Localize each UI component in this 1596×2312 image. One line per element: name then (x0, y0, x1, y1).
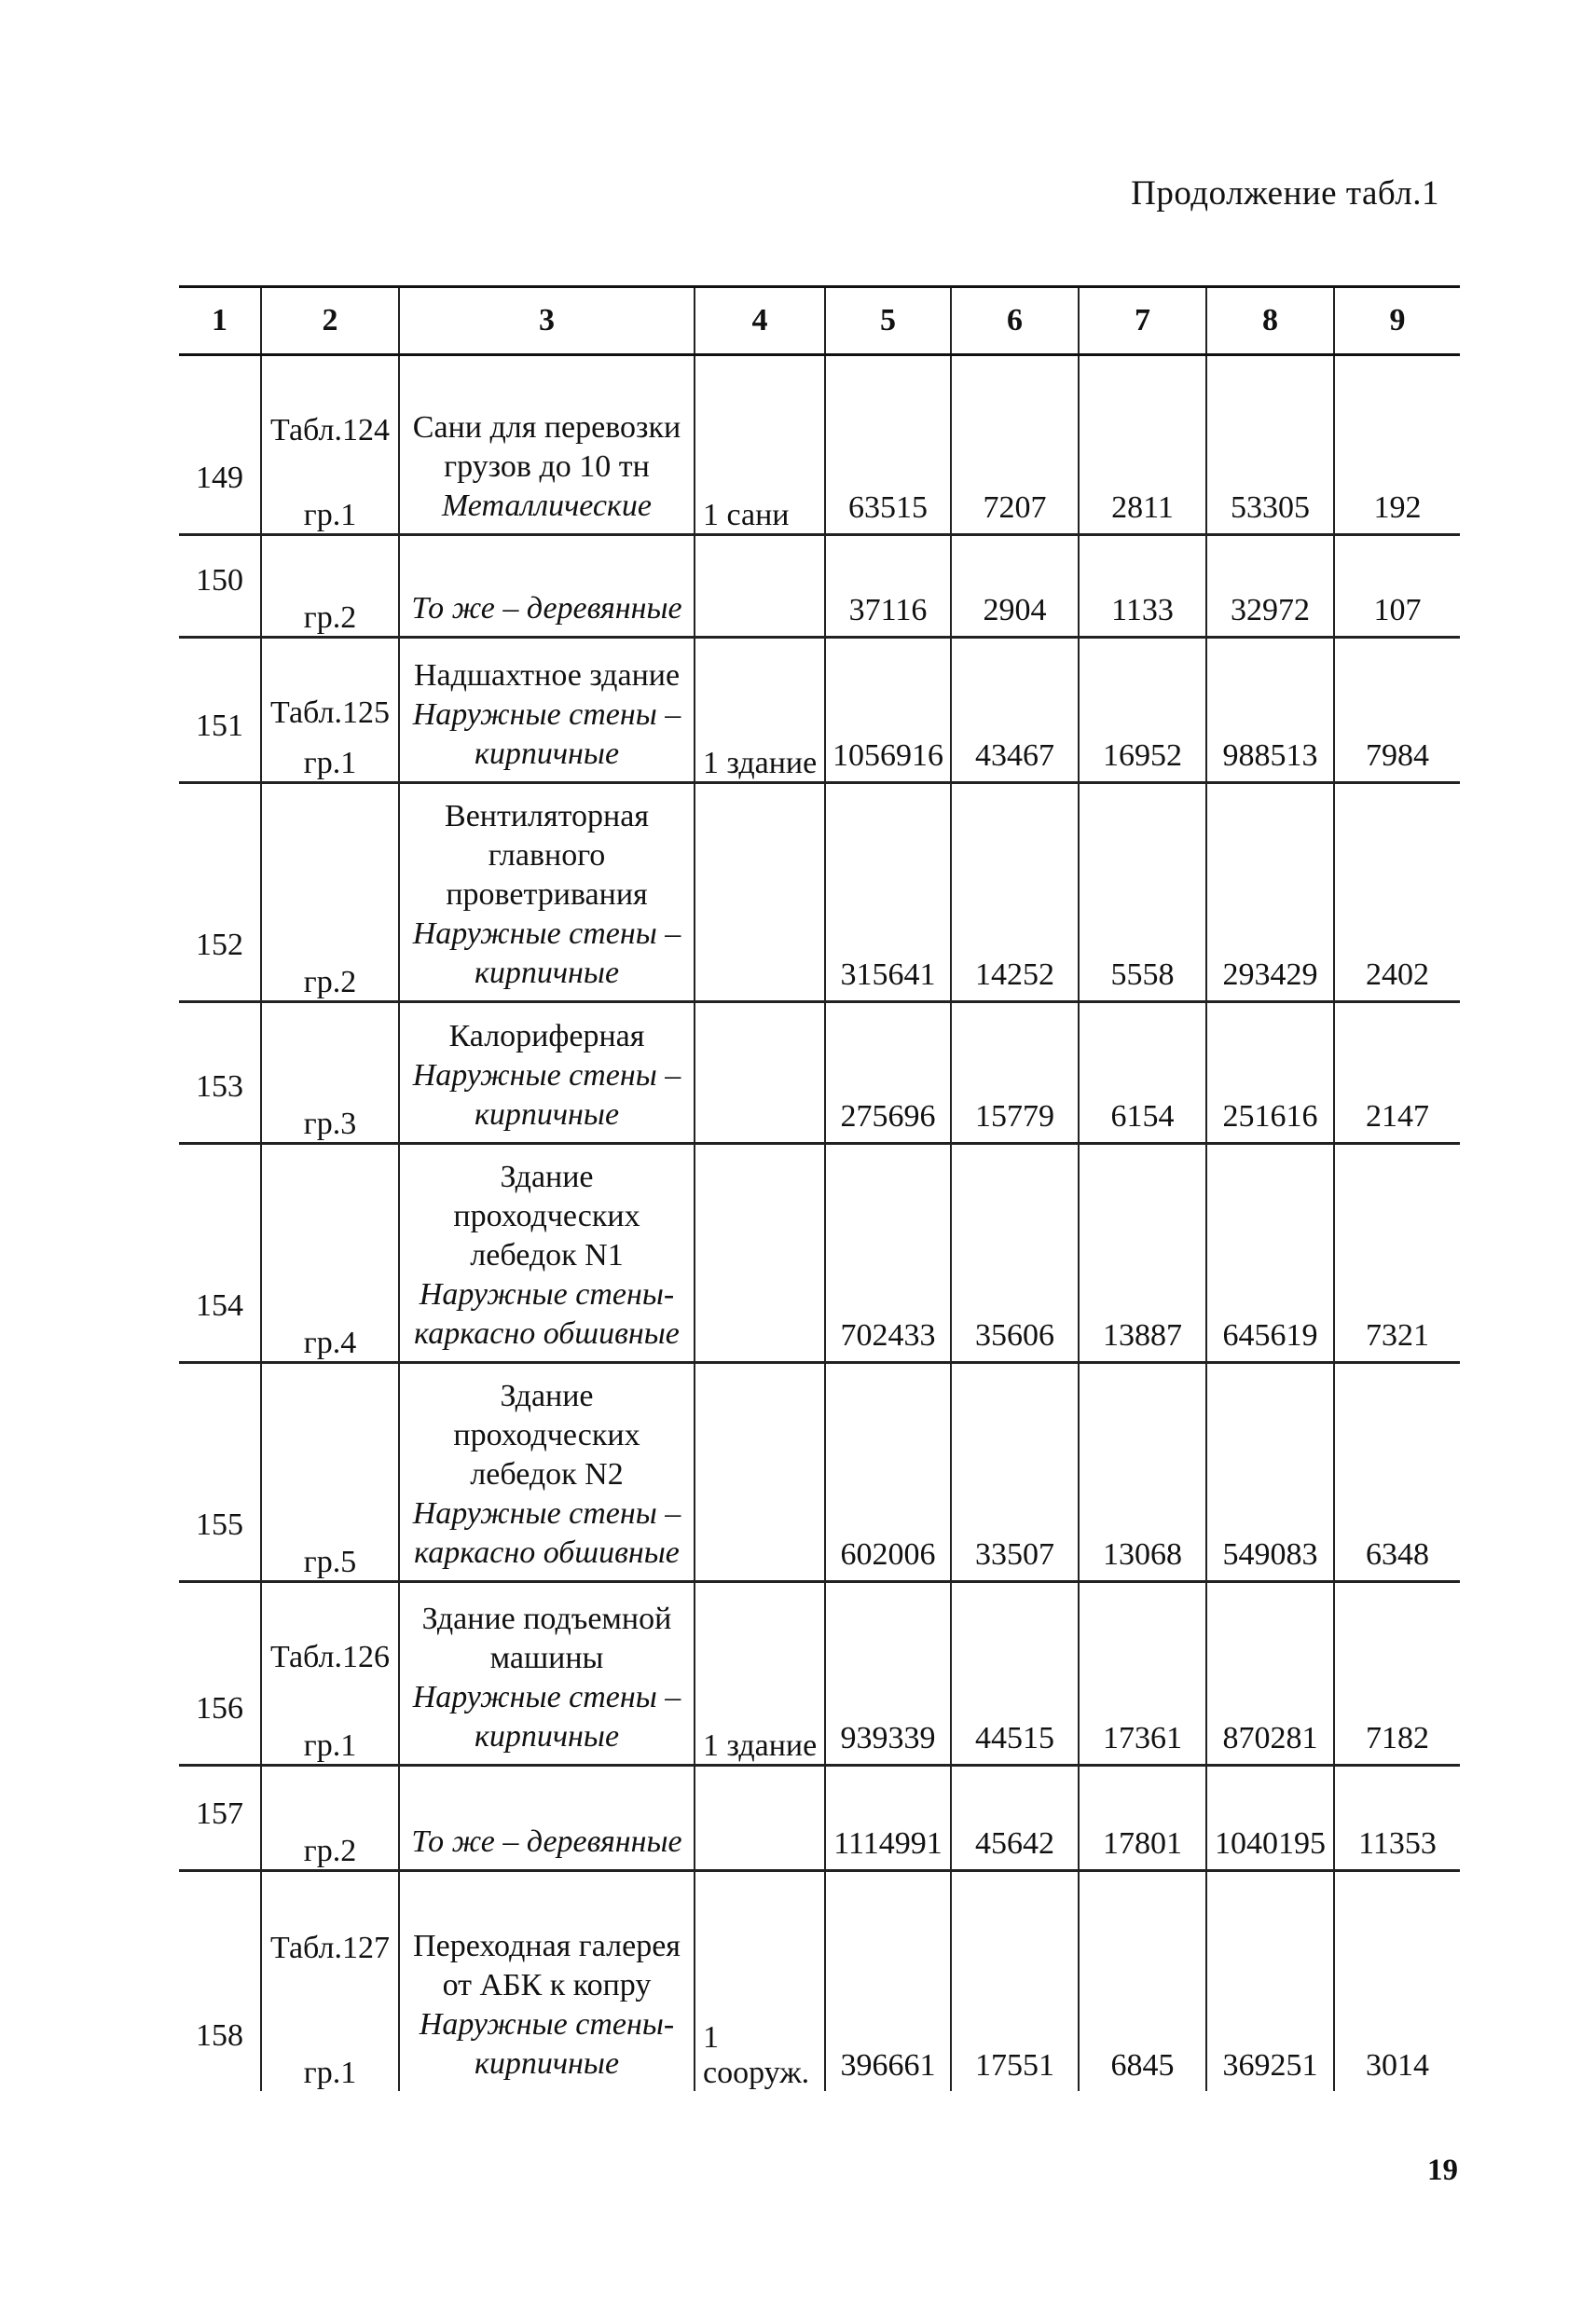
table-row (179, 638, 1460, 783)
value-c7: 17361 (1103, 1721, 1182, 1755)
value-c9: 107 (1373, 593, 1422, 627)
item-title: Здание подъемной машины (421, 1602, 672, 1675)
item-title: Здание проходческих лебедок N1 (453, 1160, 640, 1273)
item-subtitle: Наружные стены – кирпичные (412, 916, 681, 990)
value-cell (1079, 1766, 1206, 1871)
name-cell (399, 535, 695, 638)
group-label: гр.2 (303, 1834, 357, 1868)
table-reference (262, 550, 398, 600)
table-row (179, 783, 1460, 1002)
unit-cell (695, 783, 825, 1002)
value-c9: 6348 (1366, 1537, 1429, 1572)
group-label: гр.2 (303, 965, 357, 999)
value-c7: 16952 (1103, 738, 1182, 773)
table-reference (262, 1783, 398, 1834)
value-c8: 988513 (1222, 738, 1318, 773)
table-row (179, 1002, 1460, 1144)
value-c7: 2811 (1111, 490, 1174, 525)
item-title: Вентиляторная главного проветривания (445, 799, 649, 912)
name-cell (399, 1582, 695, 1766)
unit-cell (695, 535, 825, 638)
value-cell (825, 638, 951, 783)
value-cell (1206, 638, 1334, 783)
group-label: гр.1 (303, 498, 357, 532)
value-cell (825, 535, 951, 638)
item-subtitle: Наружные стены- кирпичные (419, 2006, 675, 2081)
group-label: гр.4 (303, 1326, 357, 1360)
value-c9: 11353 (1358, 1826, 1437, 1861)
value-c7: 13068 (1103, 1537, 1182, 1572)
item-title: Здание проходческих лебедок N2 (453, 1379, 640, 1492)
value-c9: 192 (1373, 490, 1422, 525)
value-cell (1206, 783, 1334, 1002)
unit-cell (695, 1582, 825, 1766)
unit-cell (695, 355, 825, 535)
value-cell (1079, 355, 1206, 535)
unit-label: 1 здание (703, 1728, 818, 1763)
value-c7: 1133 (1111, 593, 1174, 627)
value-c6: 33507 (975, 1537, 1054, 1572)
row-number-cell (179, 355, 261, 535)
reference-cell (261, 1871, 399, 2091)
value-c7: 17801 (1103, 1826, 1182, 1861)
value-c5: 1114991 (833, 1826, 942, 1861)
header-row (179, 287, 1460, 355)
row-number: 151 (196, 709, 243, 743)
value-c9: 3014 (1366, 2047, 1429, 2083)
row-number-cell (179, 1363, 261, 1582)
spacer (262, 448, 398, 498)
row-number-cell (179, 1002, 261, 1144)
value-cell (1206, 1363, 1334, 1582)
page-number: 19 (1427, 2154, 1458, 2187)
spacer (262, 1493, 398, 1545)
group-label: гр.1 (303, 746, 357, 780)
item-subtitle: Наружные стены- каркасно обшивные (414, 1277, 680, 1351)
column-header: 6 (951, 287, 1079, 355)
value-c9: 2147 (1366, 1099, 1429, 1134)
item-subtitle: То же – деревянные (411, 591, 682, 626)
table-reference: Табл.126 (270, 1640, 390, 1674)
reference-cell (261, 1363, 399, 1582)
table-reference: Табл.127 (270, 1930, 390, 1965)
column-header: 9 (1334, 287, 1460, 355)
item-subtitle: Металлические (441, 489, 653, 523)
value-c6: 43467 (975, 738, 1054, 773)
value-cell (951, 638, 1079, 783)
value-c6: 45642 (975, 1826, 1054, 1861)
spacer (262, 1274, 398, 1326)
item-title: Калориферная (448, 1019, 645, 1053)
item-subtitle: Наружные стены – кирпичные (412, 697, 681, 771)
row-number: 149 (196, 461, 243, 495)
value-c9: 7321 (1366, 1318, 1429, 1353)
row-number-cell (179, 1582, 261, 1766)
row-number: 154 (196, 1288, 243, 1323)
table-row (179, 1363, 1460, 1582)
value-c5: 602006 (840, 1537, 936, 1572)
value-c6: 15779 (975, 1099, 1054, 1134)
name-cell (399, 1363, 695, 1582)
table-reference (262, 829, 398, 879)
value-c5: 315641 (840, 957, 936, 992)
row-number: 156 (196, 1691, 243, 1726)
row-number: 158 (196, 2017, 243, 2053)
value-c5: 275696 (840, 1099, 936, 1134)
reference-cell (261, 1582, 399, 1766)
table-row (179, 1871, 1460, 2091)
row-number-cell (179, 1766, 261, 1871)
value-c6: 17551 (975, 2047, 1054, 2083)
unit-cell (695, 1871, 825, 2091)
value-c7: 5558 (1110, 957, 1175, 992)
item-subtitle: Наружные стены – кирпичные (412, 1680, 681, 1754)
value-c8: 251616 (1222, 1099, 1318, 1134)
row-number-cell (179, 1871, 261, 2091)
row-number-cell (179, 638, 261, 783)
group-label: гр.2 (303, 600, 357, 635)
value-cell (1334, 783, 1460, 1002)
value-c5: 396661 (840, 2047, 936, 2083)
value-cell (825, 1144, 951, 1363)
unit-label: 1 здание (703, 746, 818, 780)
table-reference (262, 1045, 398, 1095)
value-c7: 6845 (1110, 2047, 1175, 2083)
table-reference (262, 1442, 398, 1493)
value-c5: 1056916 (832, 738, 943, 773)
value-cell (1334, 1002, 1460, 1144)
name-cell (399, 1144, 695, 1363)
row-number: 150 (196, 563, 243, 598)
value-cell (1206, 1766, 1334, 1871)
table-row (179, 1144, 1460, 1363)
name-cell (399, 1766, 695, 1871)
reference-cell (261, 638, 399, 783)
table-reference: Табл.124 (270, 413, 390, 447)
value-c8: 645619 (1222, 1318, 1318, 1353)
table-reference: Табл.125 (270, 695, 390, 730)
value-cell (1334, 1363, 1460, 1582)
value-cell (1206, 1582, 1334, 1766)
value-cell (1206, 355, 1334, 535)
value-c8: 293429 (1222, 957, 1318, 992)
value-cell (1079, 535, 1206, 638)
value-cell (951, 1582, 1079, 1766)
column-header: 3 (399, 287, 695, 355)
group-label: гр.5 (303, 1545, 357, 1579)
unit-cell (695, 638, 825, 783)
unit-cell (695, 1144, 825, 1363)
value-c8: 870281 (1222, 1721, 1318, 1755)
value-cell (1079, 1002, 1206, 1144)
name-cell (399, 1871, 695, 2091)
value-cell (1079, 1363, 1206, 1582)
table-header (179, 287, 1460, 355)
group-label: гр.1 (303, 2055, 357, 2090)
value-cell (1334, 355, 1460, 535)
column-header: 5 (825, 287, 951, 355)
unit-label: 1 сани (703, 498, 790, 532)
value-c6: 44515 (975, 1721, 1054, 1755)
value-cell (951, 355, 1079, 535)
reference-cell (261, 783, 399, 1002)
value-cell (951, 783, 1079, 1002)
unit-cell (695, 1363, 825, 1582)
column-header: 4 (695, 287, 825, 355)
value-cell (825, 1002, 951, 1144)
value-cell (951, 1766, 1079, 1871)
row-number: 157 (196, 1796, 243, 1831)
value-cell (1334, 1871, 1460, 2091)
table-body (179, 355, 1460, 2091)
unit-cell (695, 1766, 825, 1871)
column-header: 8 (1206, 287, 1334, 355)
name-cell (399, 1002, 695, 1144)
value-cell (1334, 535, 1460, 638)
row-number-cell (179, 783, 261, 1002)
reference-cell (261, 1002, 399, 1144)
value-c8: 53305 (1231, 490, 1310, 525)
value-cell (1334, 1144, 1460, 1363)
value-cell (825, 1766, 951, 1871)
value-cell (1079, 638, 1206, 783)
table-row (179, 1766, 1460, 1871)
value-c6: 14252 (975, 957, 1054, 992)
value-cell (825, 1582, 951, 1766)
value-cell (825, 1363, 951, 1582)
item-title: Сани для перевозки грузов до 10 тн (412, 410, 681, 484)
value-cell (1206, 1002, 1334, 1144)
spacer (262, 879, 398, 965)
group-label: гр.1 (303, 1728, 357, 1763)
row-number-cell (179, 1144, 261, 1363)
value-cell (951, 1871, 1079, 2091)
spacer (262, 731, 398, 746)
value-c6: 7207 (983, 490, 1047, 525)
spacer (262, 1095, 398, 1107)
row-number: 155 (196, 1507, 243, 1542)
reference-cell (261, 1766, 399, 1871)
value-c7: 6154 (1110, 1099, 1175, 1134)
value-cell (1206, 1144, 1334, 1363)
name-cell (399, 638, 695, 783)
value-c5: 939339 (840, 1721, 936, 1755)
name-cell (399, 783, 695, 1002)
value-c6: 35606 (975, 1318, 1054, 1353)
continuation-label: Продолжение табл.1 (1131, 174, 1439, 213)
reference-cell (261, 1144, 399, 1363)
item-subtitle: Наружные стены – кирпичные (412, 1058, 681, 1132)
value-cell (1334, 1582, 1460, 1766)
name-cell (399, 355, 695, 535)
value-c9: 7984 (1366, 738, 1429, 773)
value-cell (951, 1363, 1079, 1582)
value-cell (1079, 1144, 1206, 1363)
value-cell (1334, 1766, 1460, 1871)
value-c6: 2904 (983, 593, 1047, 627)
item-title: Переходная галерея от АБК к копру (413, 1928, 681, 2002)
reference-cell (261, 355, 399, 535)
value-cell (1206, 1871, 1334, 2091)
value-c8: 369251 (1222, 2047, 1318, 2083)
unit-cell (695, 1002, 825, 1144)
value-c9: 2402 (1366, 957, 1429, 992)
row-number: 152 (196, 928, 243, 962)
value-c9: 7182 (1366, 1721, 1429, 1755)
spacer (262, 1966, 398, 2056)
table-row (179, 535, 1460, 638)
reference-cell (261, 535, 399, 638)
value-c8: 549083 (1222, 1537, 1318, 1572)
column-header: 2 (261, 287, 399, 355)
row-number: 153 (196, 1069, 243, 1104)
table-row (179, 355, 1460, 535)
value-cell (825, 783, 951, 1002)
value-cell (951, 1144, 1079, 1363)
column-header: 1 (179, 287, 261, 355)
value-c8: 1040195 (1215, 1826, 1326, 1861)
value-cell (825, 1871, 951, 2091)
data-table (179, 285, 1460, 2091)
value-cell (1334, 638, 1460, 783)
table-row (179, 1582, 1460, 1766)
group-label: гр.3 (303, 1107, 357, 1141)
table-reference (262, 1224, 398, 1274)
item-subtitle: То же – деревянные (411, 1824, 682, 1859)
row-number-cell (179, 535, 261, 638)
item-title: Надшахтное здание (413, 658, 681, 693)
value-c5: 702433 (840, 1318, 936, 1353)
value-c5: 37116 (848, 593, 928, 627)
column-header: 7 (1079, 287, 1206, 355)
value-cell (825, 355, 951, 535)
spacer (262, 1675, 398, 1728)
value-cell (1206, 535, 1334, 638)
value-cell (951, 535, 1079, 638)
value-c7: 13887 (1103, 1318, 1182, 1353)
value-cell (1079, 1582, 1206, 1766)
unit-label: 1 сооруж. (703, 2019, 810, 2090)
item-subtitle: Наружные стены – каркасно обшивные (412, 1496, 681, 1570)
value-c8: 32972 (1231, 593, 1310, 627)
value-cell (1079, 1871, 1206, 2091)
value-cell (1079, 783, 1206, 1002)
value-cell (951, 1002, 1079, 1144)
value-c5: 63515 (848, 490, 928, 525)
